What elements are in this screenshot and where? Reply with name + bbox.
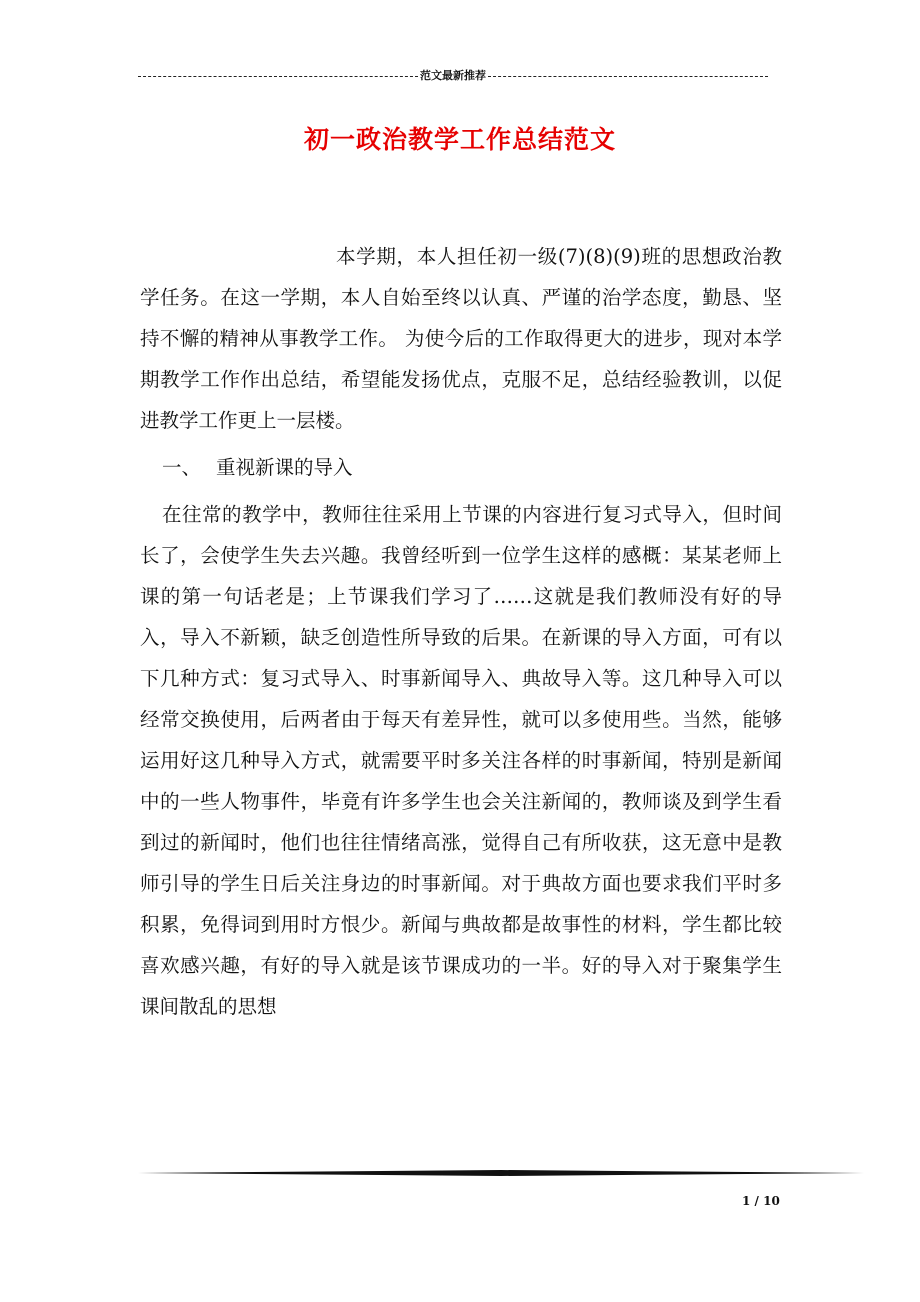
document-title: 初一政治教学工作总结范文 <box>303 125 616 154</box>
header-dash-right <box>488 76 768 77</box>
header-dash-left <box>138 76 418 77</box>
section-body-paragraph: 在往常的教学中，教师往往采用上节课的内容进行复习式导入，但时间长了，会使学生失去兴趣。我曾经听到一位学生这样的感概：某某老师上课的第一句话老是；上节课我们学习了……这就是我们教师没有好的导入，导入不新颖，缺乏创造性所导致的后果。在新课的导入方面，可有以下几种方式：复习式导入、时事新闻导入、典故导入等。这几种导入可以经常交换使用，后两者由于每天有差异性，就可以多使用些。当然，能够运用好这几种导入方式，就需要平时多关注各样的时事新闻，特别是新闻中的一些人物事件，毕竟有许多学生也会关注新闻的，教师谈及到学生看到过的新闻时，他们也往往情绪高涨，觉得自己有所收获，这无意中是教师引导的学生日后关注身边的时事新闻。对于典故方面也要求我们平时多积累，免得词到用时方恨少。新闻与典故都是故事性的材料，学生都比较喜欢感兴趣，有好的导入就是该节课成功的一半。好的导入对于聚集学生课间散乱的思想 <box>140 503 782 1018</box>
intro-paragraph: 本学期，本人担任初一级(7)(8)(9)班的思想政治教学任务。在这一学期，本人自始至终以认真、严谨的治学态度，勤恳、坚持不懈的精神从事教学工作。 为使今后的工作取得更大的进步，现对本学期教学工作作出总结，希望能发扬优点，克服不足，总结经验教训，以促进教学工作更上一层楼。 <box>140 245 782 432</box>
page-header <box>138 66 768 86</box>
footer-rule <box>138 1170 864 1176</box>
page-number: 1 / 10 <box>742 1194 780 1208</box>
header-label: 范文最新推荐 <box>420 69 486 82</box>
section-heading <box>140 447 782 488</box>
document-body <box>140 236 782 1027</box>
section-number: 一、 <box>162 456 202 479</box>
section-title: 重视新课的导入 <box>216 456 353 479</box>
